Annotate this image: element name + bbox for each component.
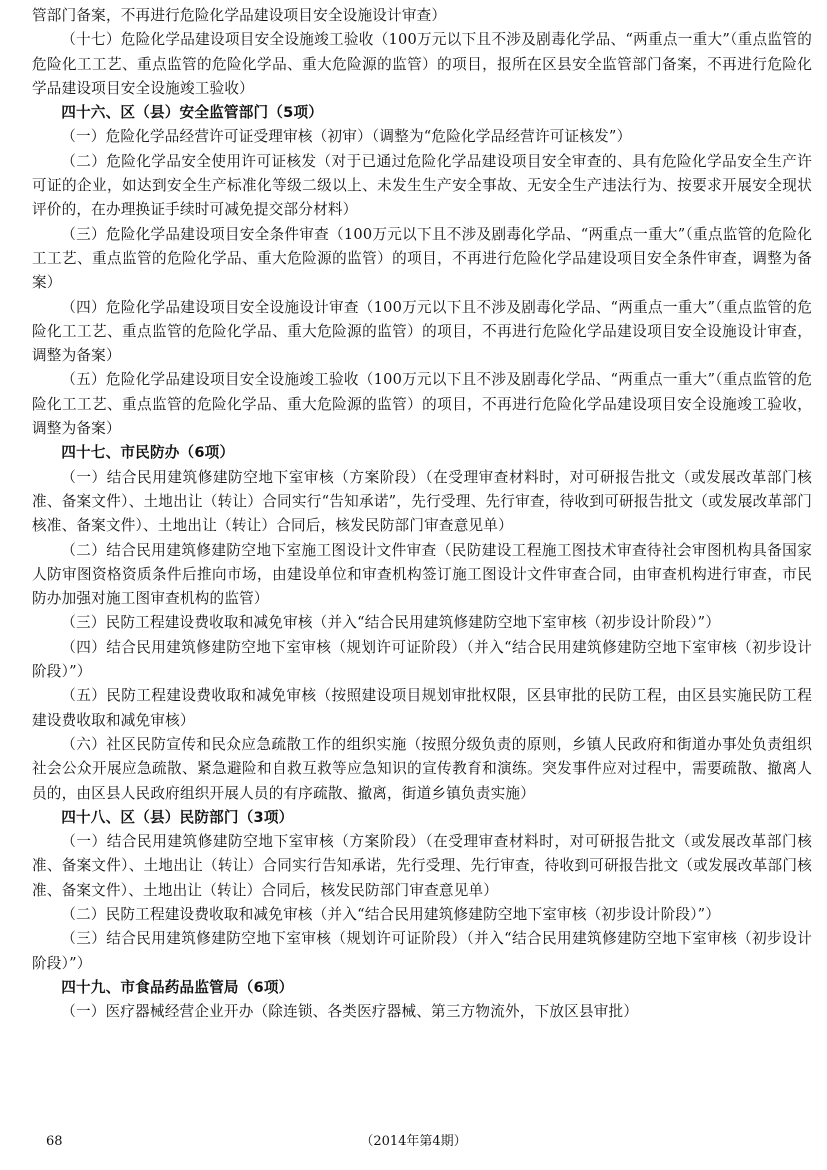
paragraph: （三）危险化学品建设项目安全条件审查（100万元以下且不涉及剧毒化学品、“两重点一重大”（重点监管的危险化工工艺、重点监管的危险化学品、重大危险源的监管）的项目，不再进行危险化学品建设项目安全条件审查，调整为备案） [32,225,812,292]
paragraph: （六）社区民防宣传和民众应急疏散工作的组织实施（按照分级负责的原则，乡镇人民政府和街道办事处负责组织社会公众开展应急疏散、紧急避险和自救互救等应急知识的宣传教育和演练。突发事件应对过程中，需要疏散、撤离人员的，由区县人民政府组织开展人员的有序疏散、撤离，街道乡镇负责实施） [32,735,812,802]
section-heading: 四十七、市民防办（6项） [61,444,235,462]
paragraph: （一）医疗器械经营企业开办（除连锁、各类医疗器械、第三方物流外，下放区县审批） [61,1003,639,1021]
paragraph: 管部门备案，不再进行危险化学品建设项目安全设施设计审查） [32,7,447,24]
paragraph: （四）结合民用建筑修建防空地下室审核（规划许可证阶段）（并入“结合民用建筑修建防空地下室审核（初步设计阶段）”） [32,638,812,681]
page-number: 68 [46,1134,63,1149]
paragraph: （三）结合民用建筑修建防空地下室审核（规划许可证阶段）（并入“结合民用建筑修建防空地下室审核（初步设计阶段）”） [32,930,812,972]
section-heading: 四十八、区（县）民防部门（3项） [61,808,294,826]
paragraph: （三）民防工程建设费收取和减免审核（并入“结合民用建筑修建防空地下室审核（初步设计阶段）”） [61,614,721,632]
section-heading: 四十九、市食品药品监管局（6项） [61,978,294,996]
paragraph: （一）危险化学品经营许可证受理审核（初审）（调整为“危险化学品经营许可证核发”） [61,128,632,146]
paragraph: （二）危险化学品安全使用许可证核发（对于已通过危险化学品建设项目安全审查的、具有危险化学品安全生产许可证的企业，如达到安全生产标准化等级二级以上、未发生生产安全事故、无安全生产违法行为、按要求开展安全现状评价的，在办理换证手续时可减免提交部分材料） [32,152,812,219]
paragraph: （一）结合民用建筑修建防空地下室审核（方案阶段）（在受理审查材料时，对可研报告批文（或发展改革部门核准、备案文件）、土地出让（转让）合同实行“告知承诺”，先行受理、先行审查，待收到可研报告批文（或发展改革部门核准、备案文件）、土地出让（转让）合同后，核发民防部门审查意见单） [32,468,812,535]
issue-label: （2014年第4期） [360,1134,467,1149]
paragraph: （十七）危险化学品建设项目安全设施竣工验收（100万元以下且不涉及剧毒化学品、“两重点一重大”（重点监管的危险化工工艺、重点监管的危险化学品、重大危险源的监管）的项目，报所在区县安全监管部门备案，不再进行危险化学品建设项目安全设施竣工验收） [32,31,812,97]
paragraph: （二）民防工程建设费收取和减免审核（并入“结合民用建筑修建防空地下室审核（初步设计阶段）”） [61,905,721,923]
paragraph: （五）民防工程建设费收取和减免审核（按照建设项目规划审批权限，区县审批的民防工程，由区县实施民防工程建设费收取和减免审核） [32,687,812,729]
paragraph: （五）危险化学品建设项目安全设施竣工验收（100万元以下且不涉及剧毒化学品、“两重点一重大”（重点监管的危险化工工艺、重点监管的危险化学品、重大危险源的监管）的项目，不再进行危险化学品建设项目安全设施竣工验收，调整为备案） [32,371,812,438]
page-footer [0,1132,827,1152]
paragraph: （四）危险化学品建设项目安全设施设计审查（100万元以下且不涉及剧毒化学品、“两重点一重大”（重点监管的危险化工工艺、重点监管的危险化学品、重大危险源的监管）的项目，不再进行危险化学品建设项目安全设施设计审查，调整为备案） [32,298,812,365]
section-heading: 四十六、区（县）安全监管部门（5项） [61,104,324,122]
paragraph: （一）结合民用建筑修建防空地下室审核（方案阶段）（在受理审查材料时，对可研报告批文（或发展改革部门核准、备案文件）、土地出让（转让）合同实行告知承诺，先行受理、先行审查，待收到可研报告批文（或发展改革部门核准、备案文件）、土地出让（转让）合同后，核发民防部门审查意见单） [32,833,812,899]
document-body [32,4,812,1024]
paragraph: （二）结合民用建筑修建防空地下室施工图设计文件审查（民防建设工程施工图技术审查待社会审图机构具备国家人防审图资格资质条件后推向市场，由建设单位和审查机构签订施工图设计文件审查合同，由审查机构进行审查，市民防办加强对施工图审查机构的监管） [32,541,812,608]
